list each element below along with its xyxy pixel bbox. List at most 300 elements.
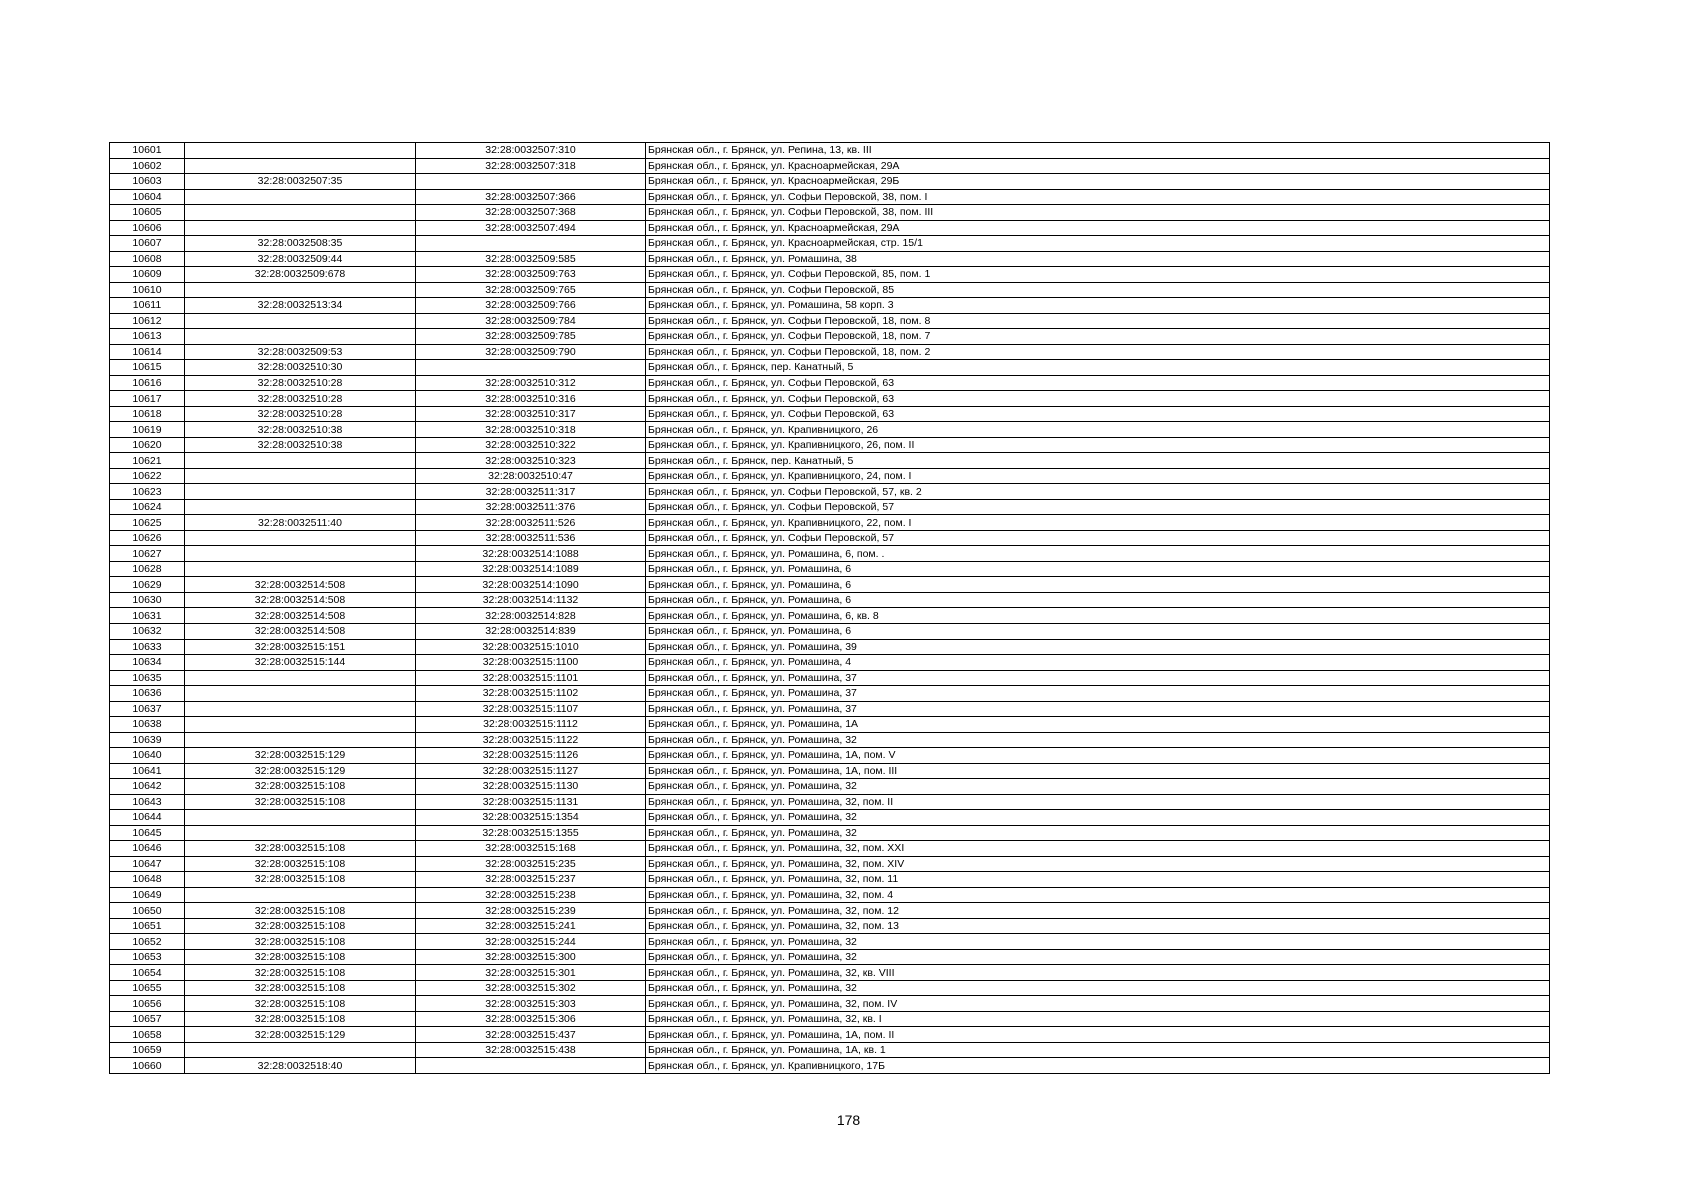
land-cadastral-number-cell [185, 484, 416, 500]
address-cell: Брянская обл., г. Брянск, ул. Софьи Перовской, 85 [646, 282, 1550, 298]
object-cadastral-number-cell: 32:28:0032515:241 [416, 918, 646, 934]
page-number: 178 [836, 1112, 861, 1128]
row-number-cell: 10618 [110, 406, 185, 422]
row-number-cell: 10607 [110, 236, 185, 252]
land-cadastral-number-cell: 32:28:0032515:108 [185, 949, 416, 965]
land-cadastral-number-cell: 32:28:0032515:129 [185, 1027, 416, 1043]
land-cadastral-number-cell: 32:28:0032509:678 [185, 267, 416, 283]
object-cadastral-number-cell: 32:28:0032515:301 [416, 965, 646, 981]
object-cadastral-number-cell: 32:28:0032510:47 [416, 468, 646, 484]
address-cell: Брянская обл., г. Брянск, ул. Ромашина, 6 [646, 623, 1550, 639]
row-number-cell: 10612 [110, 313, 185, 329]
table-row [110, 686, 1550, 702]
row-number-cell: 10657 [110, 1011, 185, 1027]
land-cadastral-number-cell [185, 453, 416, 469]
row-number-cell: 10603 [110, 174, 185, 190]
object-cadastral-number-cell: 32:28:0032515:1122 [416, 732, 646, 748]
table-row [110, 949, 1550, 965]
address-cell: Брянская обл., г. Брянск, ул. Ромашина, 32 [646, 779, 1550, 795]
object-cadastral-number-cell: 32:28:0032515:1127 [416, 763, 646, 779]
land-cadastral-number-cell [185, 1042, 416, 1058]
object-cadastral-number-cell: 32:28:0032514:839 [416, 623, 646, 639]
row-number-cell: 10645 [110, 825, 185, 841]
address-cell: Брянская обл., г. Брянск, ул. Ромашина, 32 [646, 825, 1550, 841]
land-cadastral-number-cell: 32:28:0032515:108 [185, 872, 416, 888]
row-number-cell: 10655 [110, 980, 185, 996]
object-cadastral-number-cell: 32:28:0032510:312 [416, 375, 646, 391]
address-cell: Брянская обл., г. Брянск, ул. Ромашина, 32 [646, 934, 1550, 950]
row-number-cell: 10630 [110, 592, 185, 608]
address-cell: Брянская обл., г. Брянск, ул. Ромашина, 6, кв. 8 [646, 608, 1550, 624]
land-cadastral-number-cell: 32:28:0032510:30 [185, 360, 416, 376]
address-cell: Брянская обл., г. Брянск, ул. Ромашина, 4 [646, 655, 1550, 671]
row-number-cell: 10622 [110, 468, 185, 484]
land-cadastral-number-cell [185, 887, 416, 903]
land-cadastral-number-cell [185, 468, 416, 484]
row-number-cell: 10647 [110, 856, 185, 872]
land-cadastral-number-cell: 32:28:0032518:40 [185, 1058, 416, 1074]
table-row [110, 872, 1550, 888]
table-row [110, 763, 1550, 779]
object-cadastral-number-cell: 32:28:0032507:494 [416, 220, 646, 236]
table-row [110, 453, 1550, 469]
row-number-cell: 10625 [110, 515, 185, 531]
object-cadastral-number-cell [416, 174, 646, 190]
object-cadastral-number-cell: 32:28:0032515:1354 [416, 810, 646, 826]
table-row [110, 732, 1550, 748]
object-cadastral-number-cell: 32:28:0032511:536 [416, 530, 646, 546]
address-cell: Брянская обл., г. Брянск, ул. Крапивницкого, 26, пом. II [646, 437, 1550, 453]
address-cell: Брянская обл., г. Брянск, ул. Ромашина, 32 [646, 980, 1550, 996]
land-cadastral-number-cell: 32:28:0032510:28 [185, 375, 416, 391]
row-number-cell: 10637 [110, 701, 185, 717]
object-cadastral-number-cell: 32:28:0032515:1100 [416, 655, 646, 671]
address-cell: Брянская обл., г. Брянск, ул. Ромашина, 6, пом. . [646, 546, 1550, 562]
row-number-cell: 10626 [110, 530, 185, 546]
table-row [110, 1042, 1550, 1058]
object-cadastral-number-cell: 32:28:0032515:302 [416, 980, 646, 996]
row-number-cell: 10639 [110, 732, 185, 748]
address-cell: Брянская обл., г. Брянск, ул. Ромашина, 32, пом. 11 [646, 872, 1550, 888]
address-cell: Брянская обл., г. Брянск, ул. Ромашина, 37 [646, 701, 1550, 717]
address-cell: Брянская обл., г. Брянск, ул. Красноармейская, 29А [646, 158, 1550, 174]
land-cadastral-number-cell [185, 499, 416, 515]
land-cadastral-number-cell: 32:28:0032514:508 [185, 608, 416, 624]
land-cadastral-number-cell: 32:28:0032515:151 [185, 639, 416, 655]
address-cell: Брянская обл., г. Брянск, ул. Ромашина, 37 [646, 686, 1550, 702]
land-cadastral-number-cell: 32:28:0032514:508 [185, 592, 416, 608]
table-row [110, 282, 1550, 298]
address-cell: Брянская обл., г. Брянск, ул. Крапивницкого, 26 [646, 422, 1550, 438]
object-cadastral-number-cell: 32:28:0032507:318 [416, 158, 646, 174]
table-row [110, 670, 1550, 686]
table-row [110, 406, 1550, 422]
object-cadastral-number-cell: 32:28:0032515:1101 [416, 670, 646, 686]
row-number-cell: 10659 [110, 1042, 185, 1058]
table-row [110, 143, 1550, 159]
table-row [110, 468, 1550, 484]
address-cell: Брянская обл., г. Брянск, ул. Крапивницкого, 22, пом. I [646, 515, 1550, 531]
table-row [110, 825, 1550, 841]
table-row [110, 1011, 1550, 1027]
land-cadastral-number-cell [185, 530, 416, 546]
registry-table [109, 142, 1550, 1074]
land-cadastral-number-cell: 32:28:0032515:108 [185, 856, 416, 872]
address-cell: Брянская обл., г. Брянск, ул. Ромашина, 1А [646, 717, 1550, 733]
row-number-cell: 10658 [110, 1027, 185, 1043]
object-cadastral-number-cell: 32:28:0032515:168 [416, 841, 646, 857]
row-number-cell: 10652 [110, 934, 185, 950]
row-number-cell: 10644 [110, 810, 185, 826]
land-cadastral-number-cell: 32:28:0032515:108 [185, 1011, 416, 1027]
land-cadastral-number-cell [185, 143, 416, 159]
address-cell: Брянская обл., г. Брянск, ул. Ромашина, 6 [646, 561, 1550, 577]
address-cell: Брянская обл., г. Брянск, ул. Софьи Перовской, 38, пом. III [646, 205, 1550, 221]
row-number-cell: 10610 [110, 282, 185, 298]
object-cadastral-number-cell: 32:28:0032515:1131 [416, 794, 646, 810]
object-cadastral-number-cell [416, 1058, 646, 1074]
address-cell: Брянская обл., г. Брянск, ул. Софьи Перовской, 63 [646, 406, 1550, 422]
table-row [110, 360, 1550, 376]
address-cell: Брянская обл., г. Брянск, ул. Ромашина, 32, кв. VIII [646, 965, 1550, 981]
land-cadastral-number-cell: 32:28:0032514:508 [185, 623, 416, 639]
address-cell: Брянская обл., г. Брянск, ул. Ромашина, 32, пом. 12 [646, 903, 1550, 919]
object-cadastral-number-cell: 32:28:0032514:828 [416, 608, 646, 624]
row-number-cell: 10621 [110, 453, 185, 469]
object-cadastral-number-cell: 32:28:0032515:239 [416, 903, 646, 919]
land-cadastral-number-cell: 32:28:0032510:38 [185, 437, 416, 453]
land-cadastral-number-cell [185, 189, 416, 205]
table-row [110, 546, 1550, 562]
table-row [110, 577, 1550, 593]
row-number-cell: 10651 [110, 918, 185, 934]
land-cadastral-number-cell: 32:28:0032509:44 [185, 251, 416, 267]
row-number-cell: 10629 [110, 577, 185, 593]
table-row [110, 313, 1550, 329]
table-row [110, 1058, 1550, 1074]
row-number-cell: 10606 [110, 220, 185, 236]
object-cadastral-number-cell: 32:28:0032515:1130 [416, 779, 646, 795]
address-cell: Брянская обл., г. Брянск, ул. Ромашина, 32, пом. XIV [646, 856, 1550, 872]
table-row [110, 391, 1550, 407]
land-cadastral-number-cell: 32:28:0032515:108 [185, 841, 416, 857]
object-cadastral-number-cell [416, 360, 646, 376]
land-cadastral-number-cell: 32:28:0032515:108 [185, 779, 416, 795]
land-cadastral-number-cell: 32:28:0032507:35 [185, 174, 416, 190]
row-number-cell: 10605 [110, 205, 185, 221]
row-number-cell: 10653 [110, 949, 185, 965]
land-cadastral-number-cell: 32:28:0032515:108 [185, 996, 416, 1012]
address-cell: Брянская обл., г. Брянск, ул. Софьи Перовской, 18, пом. 8 [646, 313, 1550, 329]
object-cadastral-number-cell: 32:28:0032509:765 [416, 282, 646, 298]
object-cadastral-number-cell: 32:28:0032507:366 [416, 189, 646, 205]
land-cadastral-number-cell: 32:28:0032515:108 [185, 934, 416, 950]
row-number-cell: 10614 [110, 344, 185, 360]
address-cell: Брянская обл., г. Брянск, ул. Софьи Перовской, 18, пом. 2 [646, 344, 1550, 360]
address-cell: Брянская обл., г. Брянск, ул. Крапивницкого, 24, пом. I [646, 468, 1550, 484]
row-number-cell: 10633 [110, 639, 185, 655]
object-cadastral-number-cell: 32:28:0032514:1132 [416, 592, 646, 608]
address-cell: Брянская обл., г. Брянск, ул. Красноармейская, стр. 15/1 [646, 236, 1550, 252]
object-cadastral-number-cell: 32:28:0032514:1090 [416, 577, 646, 593]
object-cadastral-number-cell: 32:28:0032509:585 [416, 251, 646, 267]
address-cell: Брянская обл., г. Брянск, ул. Ромашина, 32 [646, 810, 1550, 826]
object-cadastral-number-cell: 32:28:0032515:244 [416, 934, 646, 950]
object-cadastral-number-cell: 32:28:0032509:790 [416, 344, 646, 360]
table-row [110, 1027, 1550, 1043]
object-cadastral-number-cell: 32:28:0032510:316 [416, 391, 646, 407]
address-cell: Брянская обл., г. Брянск, ул. Крапивницкого, 17Б [646, 1058, 1550, 1074]
table-row [110, 996, 1550, 1012]
object-cadastral-number-cell: 32:28:0032515:238 [416, 887, 646, 903]
table-row [110, 236, 1550, 252]
address-cell: Брянская обл., г. Брянск, ул. Красноармейская, 29Б [646, 174, 1550, 190]
table-row [110, 220, 1550, 236]
row-number-cell: 10615 [110, 360, 185, 376]
address-cell: Брянская обл., г. Брянск, ул. Ромашина, 1А, пом. V [646, 748, 1550, 764]
table-row [110, 639, 1550, 655]
table-row [110, 608, 1550, 624]
row-number-cell: 10613 [110, 329, 185, 345]
land-cadastral-number-cell [185, 686, 416, 702]
table-row [110, 561, 1550, 577]
table-row [110, 965, 1550, 981]
land-cadastral-number-cell: 32:28:0032515:144 [185, 655, 416, 671]
land-cadastral-number-cell: 32:28:0032509:53 [185, 344, 416, 360]
address-cell: Брянская обл., г. Брянск, ул. Ромашина, 6 [646, 592, 1550, 608]
row-number-cell: 10635 [110, 670, 185, 686]
land-cadastral-number-cell [185, 717, 416, 733]
land-cadastral-number-cell [185, 313, 416, 329]
table-row [110, 794, 1550, 810]
row-number-cell: 10616 [110, 375, 185, 391]
table-row [110, 329, 1550, 345]
table-row [110, 623, 1550, 639]
object-cadastral-number-cell: 32:28:0032510:323 [416, 453, 646, 469]
registry-table-body [110, 143, 1550, 1074]
address-cell: Брянская обл., г. Брянск, ул. Софьи Перовской, 63 [646, 391, 1550, 407]
address-cell: Брянская обл., г. Брянск, ул. Ромашина, 1А, пом. II [646, 1027, 1550, 1043]
land-cadastral-number-cell: 32:28:0032515:129 [185, 748, 416, 764]
land-cadastral-number-cell [185, 561, 416, 577]
object-cadastral-number-cell: 32:28:0032515:1355 [416, 825, 646, 841]
land-cadastral-number-cell [185, 732, 416, 748]
object-cadastral-number-cell: 32:28:0032511:376 [416, 499, 646, 515]
land-cadastral-number-cell: 32:28:0032515:108 [185, 965, 416, 981]
row-number-cell: 10601 [110, 143, 185, 159]
object-cadastral-number-cell: 32:28:0032515:1107 [416, 701, 646, 717]
table-row [110, 484, 1550, 500]
land-cadastral-number-cell: 32:28:0032515:108 [185, 980, 416, 996]
land-cadastral-number-cell: 32:28:0032515:129 [185, 763, 416, 779]
land-cadastral-number-cell [185, 825, 416, 841]
table-row [110, 701, 1550, 717]
object-cadastral-number-cell: 32:28:0032509:784 [416, 313, 646, 329]
address-cell: Брянская обл., г. Брянск, ул. Ромашина, 32, кв. I [646, 1011, 1550, 1027]
land-cadastral-number-cell [185, 220, 416, 236]
row-number-cell: 10608 [110, 251, 185, 267]
object-cadastral-number-cell: 32:28:0032507:368 [416, 205, 646, 221]
row-number-cell: 10642 [110, 779, 185, 795]
object-cadastral-number-cell: 32:28:0032510:322 [416, 437, 646, 453]
row-number-cell: 10660 [110, 1058, 185, 1074]
address-cell: Брянская обл., г. Брянск, ул. Ромашина, 32 [646, 732, 1550, 748]
address-cell: Брянская обл., г. Брянск, ул. Софьи Перовской, 38, пом. I [646, 189, 1550, 205]
land-cadastral-number-cell: 32:28:0032511:40 [185, 515, 416, 531]
table-row [110, 841, 1550, 857]
registry-table-container [109, 142, 1550, 1074]
object-cadastral-number-cell: 32:28:0032514:1088 [416, 546, 646, 562]
land-cadastral-number-cell [185, 329, 416, 345]
table-row [110, 205, 1550, 221]
row-number-cell: 10609 [110, 267, 185, 283]
address-cell: Брянская обл., г. Брянск, ул. Софьи Перовской, 85, пом. 1 [646, 267, 1550, 283]
land-cadastral-number-cell: 32:28:0032510:38 [185, 422, 416, 438]
land-cadastral-number-cell [185, 158, 416, 174]
row-number-cell: 10634 [110, 655, 185, 671]
table-row [110, 422, 1550, 438]
row-number-cell: 10604 [110, 189, 185, 205]
object-cadastral-number-cell: 32:28:0032515:303 [416, 996, 646, 1012]
row-number-cell: 10632 [110, 623, 185, 639]
address-cell: Брянская обл., г. Брянск, ул. Ромашина, 39 [646, 639, 1550, 655]
row-number-cell: 10649 [110, 887, 185, 903]
table-row [110, 717, 1550, 733]
row-number-cell: 10654 [110, 965, 185, 981]
table-row [110, 934, 1550, 950]
land-cadastral-number-cell [185, 205, 416, 221]
object-cadastral-number-cell [416, 236, 646, 252]
table-row [110, 887, 1550, 903]
land-cadastral-number-cell: 32:28:0032515:108 [185, 794, 416, 810]
table-row [110, 344, 1550, 360]
address-cell: Брянская обл., г. Брянск, ул. Софьи Перовской, 18, пом. 7 [646, 329, 1550, 345]
land-cadastral-number-cell: 32:28:0032514:508 [185, 577, 416, 593]
object-cadastral-number-cell: 32:28:0032507:310 [416, 143, 646, 159]
object-cadastral-number-cell: 32:28:0032509:763 [416, 267, 646, 283]
table-row [110, 267, 1550, 283]
table-row [110, 375, 1550, 391]
table-row [110, 499, 1550, 515]
land-cadastral-number-cell [185, 546, 416, 562]
table-row [110, 748, 1550, 764]
object-cadastral-number-cell: 32:28:0032509:766 [416, 298, 646, 314]
address-cell: Брянская обл., г. Брянск, ул. Ромашина, 32, пом. 13 [646, 918, 1550, 934]
object-cadastral-number-cell: 32:28:0032511:317 [416, 484, 646, 500]
address-cell: Брянская обл., г. Брянск, ул. Софьи Перовской, 57, кв. 2 [646, 484, 1550, 500]
address-cell: Брянская обл., г. Брянск, ул. Софьи Перовской, 57 [646, 499, 1550, 515]
address-cell: Брянская обл., г. Брянск, ул. Ромашина, 32, пом. XXI [646, 841, 1550, 857]
table-row [110, 251, 1550, 267]
land-cadastral-number-cell [185, 670, 416, 686]
object-cadastral-number-cell: 32:28:0032515:437 [416, 1027, 646, 1043]
row-number-cell: 10640 [110, 748, 185, 764]
row-number-cell: 10619 [110, 422, 185, 438]
table-row [110, 515, 1550, 531]
address-cell: Брянская обл., г. Брянск, ул. Ромашина, 32, пом. II [646, 794, 1550, 810]
object-cadastral-number-cell: 32:28:0032515:1112 [416, 717, 646, 733]
table-row [110, 592, 1550, 608]
object-cadastral-number-cell: 32:28:0032515:1126 [416, 748, 646, 764]
table-row [110, 174, 1550, 190]
table-row [110, 158, 1550, 174]
land-cadastral-number-cell [185, 282, 416, 298]
object-cadastral-number-cell: 32:28:0032515:300 [416, 949, 646, 965]
row-number-cell: 10611 [110, 298, 185, 314]
address-cell: Брянская обл., г. Брянск, ул. Ромашина, 32, пом. 4 [646, 887, 1550, 903]
row-number-cell: 10636 [110, 686, 185, 702]
row-number-cell: 10628 [110, 561, 185, 577]
address-cell: Брянская обл., г. Брянск, ул. Софьи Перовской, 57 [646, 530, 1550, 546]
table-row [110, 918, 1550, 934]
address-cell: Брянская обл., г. Брянск, ул. Ромашина, 37 [646, 670, 1550, 686]
row-number-cell: 10617 [110, 391, 185, 407]
address-cell: Брянская обл., г. Брянск, пер. Канатный, 5 [646, 453, 1550, 469]
row-number-cell: 10656 [110, 996, 185, 1012]
table-row [110, 856, 1550, 872]
address-cell: Брянская обл., г. Брянск, ул. Ромашина, 1А, кв. 1 [646, 1042, 1550, 1058]
row-number-cell: 10627 [110, 546, 185, 562]
table-row [110, 189, 1550, 205]
object-cadastral-number-cell: 32:28:0032514:1089 [416, 561, 646, 577]
address-cell: Брянская обл., г. Брянск, ул. Красноармейская, 29А [646, 220, 1550, 236]
land-cadastral-number-cell: 32:28:0032510:28 [185, 406, 416, 422]
object-cadastral-number-cell: 32:28:0032511:526 [416, 515, 646, 531]
address-cell: Брянская обл., г. Брянск, ул. Репина, 13, кв. III [646, 143, 1550, 159]
land-cadastral-number-cell: 32:28:0032515:108 [185, 918, 416, 934]
object-cadastral-number-cell: 32:28:0032509:785 [416, 329, 646, 345]
land-cadastral-number-cell: 32:28:0032513:34 [185, 298, 416, 314]
table-row [110, 655, 1550, 671]
object-cadastral-number-cell: 32:28:0032510:317 [416, 406, 646, 422]
row-number-cell: 10643 [110, 794, 185, 810]
row-number-cell: 10631 [110, 608, 185, 624]
land-cadastral-number-cell [185, 701, 416, 717]
object-cadastral-number-cell: 32:28:0032515:306 [416, 1011, 646, 1027]
row-number-cell: 10650 [110, 903, 185, 919]
object-cadastral-number-cell: 32:28:0032515:1102 [416, 686, 646, 702]
table-row [110, 530, 1550, 546]
row-number-cell: 10638 [110, 717, 185, 733]
land-cadastral-number-cell [185, 810, 416, 826]
table-row [110, 298, 1550, 314]
address-cell: Брянская обл., г. Брянск, ул. Ромашина, 6 [646, 577, 1550, 593]
land-cadastral-number-cell: 32:28:0032510:28 [185, 391, 416, 407]
table-row [110, 810, 1550, 826]
address-cell: Брянская обл., г. Брянск, ул. Ромашина, 32, пом. IV [646, 996, 1550, 1012]
object-cadastral-number-cell: 32:28:0032515:1010 [416, 639, 646, 655]
object-cadastral-number-cell: 32:28:0032515:438 [416, 1042, 646, 1058]
table-row [110, 903, 1550, 919]
address-cell: Брянская обл., г. Брянск, ул. Софьи Перовской, 63 [646, 375, 1550, 391]
row-number-cell: 10624 [110, 499, 185, 515]
table-row [110, 980, 1550, 996]
table-row [110, 437, 1550, 453]
object-cadastral-number-cell: 32:28:0032515:235 [416, 856, 646, 872]
row-number-cell: 10641 [110, 763, 185, 779]
row-number-cell: 10602 [110, 158, 185, 174]
row-number-cell: 10623 [110, 484, 185, 500]
row-number-cell: 10620 [110, 437, 185, 453]
row-number-cell: 10648 [110, 872, 185, 888]
address-cell: Брянская обл., г. Брянск, ул. Ромашина, 58 корп. 3 [646, 298, 1550, 314]
address-cell: Брянская обл., г. Брянск, ул. Ромашина, 38 [646, 251, 1550, 267]
object-cadastral-number-cell: 32:28:0032510:318 [416, 422, 646, 438]
address-cell: Брянская обл., г. Брянск, пер. Канатный, 5 [646, 360, 1550, 376]
table-row [110, 779, 1550, 795]
row-number-cell: 10646 [110, 841, 185, 857]
land-cadastral-number-cell: 32:28:0032515:108 [185, 903, 416, 919]
